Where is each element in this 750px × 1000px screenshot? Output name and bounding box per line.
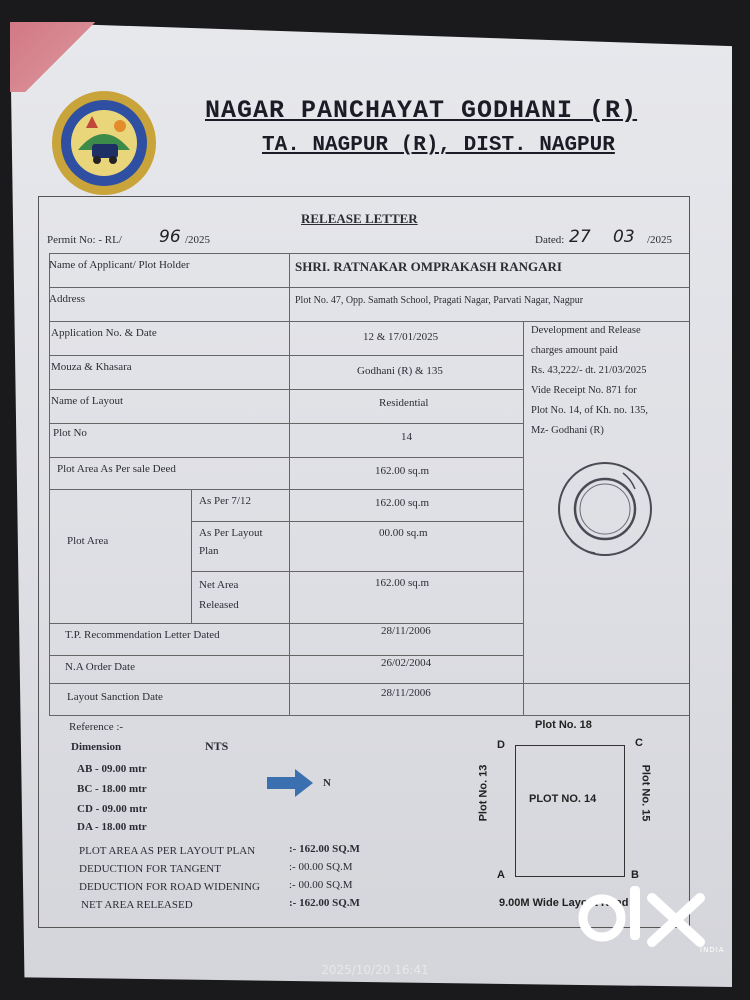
net-area-value: 162.00 sq.m xyxy=(375,577,430,589)
mouza-label: Mouza & Khasara xyxy=(51,361,132,373)
address-value: Plot No. 47, Opp. Samath School, Pragati Nagar, Parvati Nagar, Nagpur xyxy=(295,295,584,306)
charges-line: Vide Receipt No. 871 for xyxy=(531,385,637,396)
letter-title: RELEASE LETTER xyxy=(301,211,418,226)
as-per-layout-label: As Per Layout xyxy=(199,527,263,539)
applicant-value: SHRI. RATNAKAR OMPRAKASH RANGARI xyxy=(295,259,562,274)
dimension-label: Dimension xyxy=(71,741,122,753)
permit-number: 96 xyxy=(159,227,181,247)
dated-year: /2025 xyxy=(647,234,673,246)
as-per-layout-value: 00.00 sq.m xyxy=(379,527,428,539)
corner-a-label: A xyxy=(497,869,505,881)
plot-no-value: 14 xyxy=(401,431,412,443)
org-location: TA. NAGPUR (R), DIST. NAGPUR xyxy=(262,134,615,157)
corner-c-label: C xyxy=(635,737,643,749)
sanction-label: Layout Sanction Date xyxy=(67,691,163,703)
olx-sub-text: INDIA xyxy=(700,946,725,954)
permit-year: /2025 xyxy=(185,234,211,246)
dated-label: Dated: xyxy=(535,234,565,246)
layout-label: Name of Layout xyxy=(51,395,124,407)
municipal-seal-logo xyxy=(48,88,160,198)
north-label: N xyxy=(323,777,331,789)
plot-left-label: Plot No. 13 xyxy=(477,764,490,822)
olx-watermark-logo xyxy=(578,882,716,954)
net-area-label: Net Area xyxy=(199,579,239,591)
plot-road-label: 9.00M Wide Layout Road xyxy=(499,897,629,909)
tp-label: T.P. Recommendation Letter Dated xyxy=(65,629,220,641)
application-label: Application No. & Date xyxy=(51,327,157,339)
summary-label: DEDUCTION FOR ROAD WIDENING xyxy=(79,881,260,893)
dated-month: 03 xyxy=(613,227,635,247)
address-label: Address xyxy=(49,293,86,305)
charges-line: Rs. 43,222/- dt. 21/03/2025 xyxy=(531,365,647,376)
as-per-712-value: 162.00 sq.m xyxy=(375,497,430,509)
summary-label: NET AREA RELEASED xyxy=(81,899,193,911)
na-value: 26/02/2004 xyxy=(381,657,432,669)
official-stamp-icon xyxy=(549,461,659,561)
folded-corner xyxy=(10,22,110,92)
permit-label: Permit No: - RL/ xyxy=(47,234,122,246)
summary-label: PLOT AREA AS PER LAYOUT PLAN xyxy=(79,845,256,857)
dated-day: 27 xyxy=(569,227,591,247)
plot-right-label: Plot No. 15 xyxy=(639,764,652,822)
reference-label: Reference :- xyxy=(69,721,124,733)
summary-value: :- 162.00 SQ.M xyxy=(289,897,360,909)
charges-line: charges amount paid xyxy=(531,345,618,356)
dimension-row: AB - 09.00 mtr xyxy=(77,763,147,775)
na-label: N.A Order Date xyxy=(65,661,135,673)
plot-area-label: Plot Area xyxy=(67,535,109,547)
summary-value: :- 162.00 SQ.M xyxy=(289,843,360,855)
charges-line: Plot No. 14, of Kh. no. 135, xyxy=(531,405,648,416)
plot-area-deed-value: 162.00 sq.m xyxy=(375,465,430,477)
summary-value: :- 00.00 SQ.M xyxy=(289,861,353,873)
as-per-712-label: As Per 7/12 xyxy=(199,495,251,507)
corner-d-label: D xyxy=(497,739,505,751)
dimension-row: BC - 18.00 mtr xyxy=(77,783,147,795)
dimension-row: CD - 09.00 mtr xyxy=(77,803,148,815)
plot-no-label: Plot No xyxy=(53,427,87,439)
mouza-value: Godhani (R) & 135 xyxy=(357,365,443,377)
plot-center-label: PLOT NO. 14 xyxy=(529,793,597,805)
north-arrow-icon xyxy=(267,767,315,799)
charges-line: Mz- Godhani (R) xyxy=(531,425,604,436)
plot-boundary xyxy=(515,745,625,877)
plot-area-deed-label: Plot Area As Per sale Deed xyxy=(57,463,176,475)
corner-b-label: B xyxy=(631,869,639,881)
dimension-row: DA - 18.00 mtr xyxy=(77,821,147,833)
summary-value: :- 00.00 SQ.M xyxy=(289,879,353,891)
applicant-label: Name of Applicant/ Plot Holder xyxy=(49,259,190,271)
plot-top-label: Plot No. 18 xyxy=(535,719,592,731)
charges-line: Development and Release xyxy=(531,325,641,336)
nts-label: NTS xyxy=(205,739,229,753)
application-value: 12 & 17/01/2025 xyxy=(363,331,439,343)
as-per-layout-label-2: Plan xyxy=(199,545,219,557)
sanction-value: 28/11/2006 xyxy=(381,687,431,699)
release-letter-sheet xyxy=(38,196,690,928)
summary-label: DEDUCTION FOR TANGENT xyxy=(79,863,221,875)
layout-value: Residential xyxy=(379,397,429,409)
photo-timestamp: 2025/10/20 16:41 xyxy=(321,963,429,977)
tp-value: 28/11/2006 xyxy=(381,625,431,637)
net-area-label-2: Released xyxy=(199,599,239,611)
org-name: NAGAR PANCHAYAT GODHANI (R) xyxy=(205,96,638,125)
